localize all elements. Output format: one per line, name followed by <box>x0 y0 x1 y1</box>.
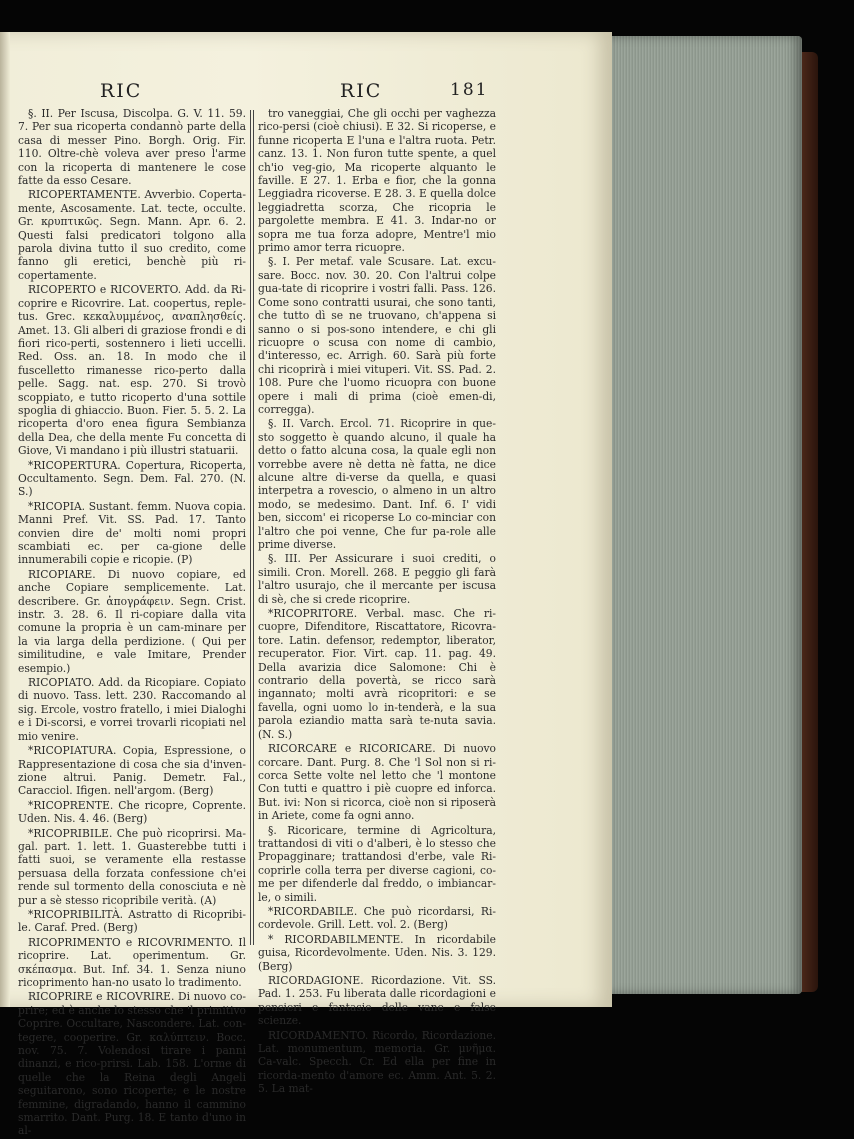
entry: RICORDAMENTO. Ricordo, Ricordazione. Lat. monumentum, memoria. Gr. μνῆμα. Ca-valc. Specch. Cr. Ed ella per fine in ricorda-mento d'amore ec. Amm. Ant. 5. 2. 5. La mat- <box>258 1028 496 1096</box>
entry: *RICOPERTURA. Copertura, Ricoperta, Occultamento. Segn. Dem. Fal. 270. (N. S.) <box>18 458 246 499</box>
entry: RICOPRIMENTO e RICOVRIMENTO. Il ricoprire. Lat. operimentum. Gr. σκέπασμα. But. Inf. 34. 1. Senza niuno ricoprimento han-no usato lo tradimento. <box>18 935 246 989</box>
entry: tro vaneggiai, Che gli occhi per vaghezza rico-persi (cioè chiusi). E 32. Si ricoperse, e funne ricoperta E l'una e l'altra ruota. Petr. canz. 13. 1. Non furon tutte spente, a quel ch'io veg-gio, Ma ricoperte alquanto le faville. E 27. 1. Erba e fior, che la gonna Leggiadra ricoverse. E 28. 3. E quella dolce leggiadretta scorza, Che ricopria le pargolette membra. E 41. 3. Indar-no or sopra me tua forza adopre, Mentre'l mio primo amor terra ricuopre. <box>258 107 496 255</box>
entry: *RICOPIATURA. Copia, Espressione, o Rappresentazione di cosa che sia d'inven-zione altrui. Panig. Demetr. Fal., Caracciol. Ifigen. nell'argom. (Berg) <box>18 744 246 798</box>
entry: *RICOPIA. Sustant. femm. Nuova copia. Manni Pref. Vit. SS. Pad. 17. Tanto convien dire de' molti nomi propri scambiati ec. per ca-gione delle innumerabili copie e ricopie. (P) <box>18 499 246 567</box>
open-book <box>0 30 820 1138</box>
entry: §. I. Per metaf. vale Scusare. Lat. excu-sare. Bocc. nov. 30. 20. Con l'altrui colpe gua-tate di ricoprire i vostri falli. Pass. 126. Come sono contratti usurai, che sono tanti, che tutto dì se ne truovano, ch'appena si sanno o si pos-sono intendere, e chi gli ricuopre o scusa con nome di cambio, d'interesso, ec. Arrigh. 60. Sarà più forte chi ricoprirà i miei vituperi. Vit. SS. Pad. 2. 108. Pure che l'uomo ricuopra con buone opere i mali di prima (cioè emen-di, corregga). <box>258 255 496 416</box>
entry: *RICORDABILE. Che può ricordarsi, Ri-cordevole. Grill. Lett. vol. 2. (Berg) <box>258 904 496 932</box>
entry: * RICORDABILMENTE. In ricordabile guisa, Ricordevolmente. Uden. Nis. 3. 129. (Berg) <box>258 932 496 973</box>
entry: §. Ricoricare, termine di Agricoltura, trattandosi di viti o d'alberi, è lo stesso che Propagginare; trattandosi d'erbe, vale Ri-coprirle colla terra per diverse cagioni, co-me per difenderle dal freddo, o imbiancar-le, o simili. <box>258 823 496 904</box>
right-running-head: RIC <box>340 80 383 102</box>
entry: §. II. Per Iscusa, Discolpa. G. V. 11. 59. 7. Per sua ricoperta condannò parte della casa di messer Pino. Borgh. Orig. Fir. 110. Oltre-chè voleva aver preso l'arme con la ricoperta di mantenere le cose fatte da esso Cesare. <box>18 107 246 188</box>
entry: §. III. Per Assicurare i suoi crediti, o simili. Cron. Morell. 268. E peggio gli farà l'altro usurajo, che il mercante per iscusa di sè, che si crede ricoprire. <box>258 552 496 606</box>
entry: *RICOPRENTE. Che ricopre, Coprente. Uden. Nis. 4. 46. (Berg) <box>18 798 246 826</box>
column-separator <box>250 110 254 945</box>
left-running-head: RIC <box>100 80 143 102</box>
dictionary-page <box>0 32 612 1138</box>
entry: RICOPIATO. Add. da Ricopiare. Copiato di nuovo. Tass. lett. 230. Raccomando al sig. Ercole, vostro fratello, i miei Dialoghi e i Di-scorsi, e vorrei trovarli ricopiati nel mio venire. <box>18 676 246 743</box>
entry: RICOPRIRE e RICOVRIRE. Di nuovo co-prire; ed è anche lo stesso che 'l primitivo Coprire. Occultare, Nascondere. Lat. con-tegere, cooperire. Gr. καλύπτειν. Bocc. nov. 75. 7. Volendosi tirare i panni dinanzi, e rico-prirsi. Lab. 158. L'orme di quelle che la Reina degli Angeli seguitarono, sono ricoperte; e le nostre femmine, digradando, hanno il cammino smarrito. Dant. Purg. 18. E tanto d'uno in al- <box>18 990 246 1138</box>
entry: *RICOPRIBILITÀ. Astratto di Ricopribi-le. Caraf. Pred. (Berg) <box>18 907 246 935</box>
entry: RICOPIARE. Di nuovo copiare, ed anche Copiare semplicemente. Lat. describere. Gr. ἀπογράφειν. Segn. Crist. instr. 3. 28. 6. Il ri-copiare dalla vita comune la propria è un cam-minare per la via larga della perdizione. ( Qui per similitudine, e vale Imitare, Prender esempio.) <box>18 567 246 675</box>
right-column <box>258 107 496 1097</box>
entry: RICOPERTO e RICOVERTO. Add. da Ri-coprire e Ricovrire. Lat. coopertus, reple-tus. Grec. κεκαλυμμένος, αναπλησθείς. Amet. 13. Gli alberi di graziose frondi e di fiori rico-perti, sostennero i lieti uccelli. Red. Oss. an. 18. In modo che il fuscelletto rimanesse rico-perto dalla pelle. Sagg. nat. esp. 270. Si trovò scoppiato, e tutto ricoperto d'una sottile spoglia di ghiaccio. Buon. Fier. 5. 5. 2. La ricoperta d'oro enea figura Sembianza della Dea, che della mente Fu concetta di Giove, Vi mandano i più illustri statuarii. <box>18 283 247 458</box>
entry: RICORCARE e RICORICARE. Di nuovo corcare. Dant. Purg. 8. Che 'l Sol non si ri-corca Sette volte nel letto che 'l montone Con tutti e quattro i piè cuopre ed inforca. But. ivi: Non si ricorca, cioè non si riposerà in Ariete, come fa ogni anno. <box>258 742 496 823</box>
entry: RICORDAGIONE. Ricordazione. Vit. SS. Pad. 1. 253. Fu liberata dalle ricordagioni e pensieri e fantasie delle vane e false scienze. <box>258 974 496 1028</box>
entry: RICOPERTAMENTE. Avverbio. Coperta-mente, Ascosamente. Lat. tecte, occulte. Gr. κρυπτικῶς. Segn. Mann. Apr. 6. 2. Questi falsi predicatori tolgono alla parola divina tutto il suo credito, come fanno gli eretici, benchè più ri-copertamente. <box>18 188 246 282</box>
left-column <box>18 107 246 1139</box>
page-number: 181 <box>450 80 489 100</box>
entry: *RICOPRITORE. Verbal. masc. Che ri-cuopre, Difenditore, Riscattatore, Ricovra-tore. Latin. defensor, redemptor, liberator, recuperator. Fior. Virt. cap. 11. pag. 49. Della avarizia dice Salomone: Chi è contrario della povertà, se ricco sarà ingannato; molti avrà ricopritori: e se favella, ogni uomo lo in-tenderà, e la sua parola eziandio matta sarà te-nuta savia. (N. S.) <box>258 607 496 741</box>
page-gutter <box>0 32 10 1007</box>
entry: *RICOPRIBILE. Che può ricoprirsi. Ma-gal. part. 1. lett. 1. Guasterebbe tutti i fatti suoi, se veramente ella restasse persuasa della forzata confessione ch'ei rende sul tormento della conosciuta e nè pur a sè stesso ricopribile verità. (A) <box>18 826 246 907</box>
entry: §. II. Varch. Ercol. 71. Ricoprire in que-sto soggetto è quando alcuno, il quale ha detto o fatto alcuna cosa, la quale egli non vorrebbe avere nè detta nè fatta, ne dice alcune altre di-verse da quella, e quasi interpetra a rovescio, o almeno in un altro modo, se medesimo. Dant. Inf. 6. I' vidi ben, siccom' ei ricoperse Lo co-minciar con l'altro che poi venne, Che fur pa-role alle prime diverse. <box>258 417 496 551</box>
page-edges <box>612 36 802 994</box>
